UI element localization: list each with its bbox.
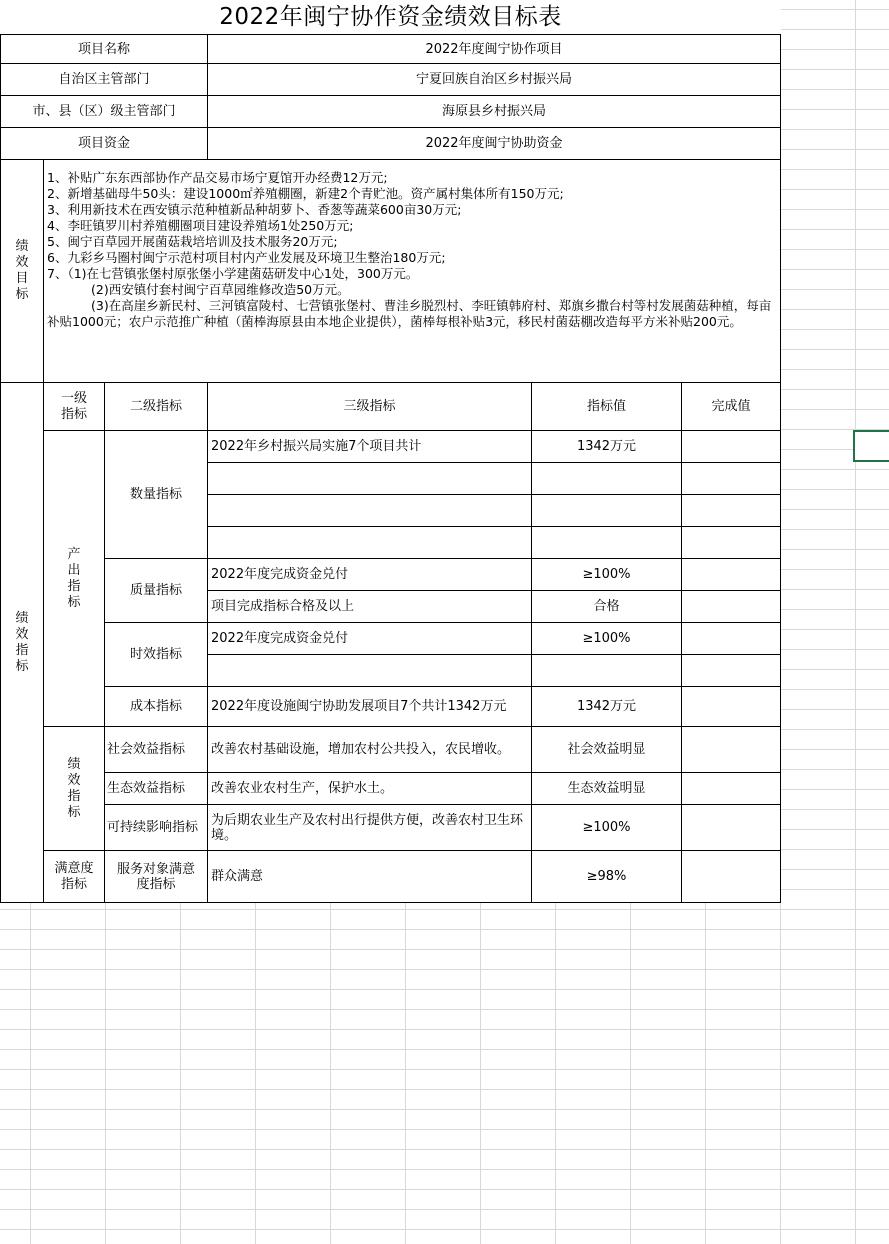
header-value: 指标值 bbox=[531, 382, 682, 431]
row-third: 2022年乡村振兴局实施7个项目共计 bbox=[207, 430, 532, 463]
row-third bbox=[207, 494, 532, 527]
goal-line: 2、新增基础母牛50头：建设1000㎡养殖棚圈，新建2个青贮池。资产属村集体所有150万元; bbox=[47, 186, 564, 201]
row-value bbox=[531, 654, 682, 687]
row-done bbox=[681, 590, 781, 623]
row-third: 2022年度完成资金兑付 bbox=[207, 622, 532, 655]
second-cost: 成本指标 bbox=[104, 686, 208, 727]
second-social: 社会效益指标 bbox=[104, 726, 208, 773]
selected-cell[interactable] bbox=[853, 430, 889, 462]
row-third: 项目完成指标合格及以上 bbox=[207, 590, 532, 623]
row-value: ≥100% bbox=[531, 622, 682, 655]
goal-line: 5、闽宁百草园开展菌菇栽培培训及技术服务20万元; bbox=[47, 234, 338, 249]
row-value: 社会效益明显 bbox=[531, 726, 682, 773]
row-done bbox=[681, 686, 781, 727]
row-done bbox=[681, 726, 781, 773]
row-value: ≥100% bbox=[531, 558, 682, 591]
info-label-project-name: 项目名称 bbox=[0, 34, 208, 64]
page-title: 2022年闽宁协作资金绩效目标表 bbox=[219, 4, 562, 30]
goal-line: 4、李旺镇罗川村养殖棚圈项目建设养殖场1处250万元; bbox=[47, 218, 354, 233]
row-done bbox=[681, 850, 781, 903]
second-ecology: 生态效益指标 bbox=[104, 772, 208, 805]
group-output: 产出指标 bbox=[43, 430, 105, 727]
second-service: 服务对象满意度指标 bbox=[104, 850, 208, 903]
row-done bbox=[681, 772, 781, 805]
info-label-county-dept: 市、县（区）级主管部门 bbox=[0, 95, 208, 128]
info-value-funding: 2022年度闽宁协助资金 bbox=[207, 127, 781, 160]
row-done bbox=[681, 430, 781, 463]
info-label-region-dept: 自治区主管部门 bbox=[0, 63, 208, 96]
info-value-region-dept: 宁夏回族自治区乡村振兴局 bbox=[207, 63, 781, 96]
row-done bbox=[681, 622, 781, 655]
indicators-label: 绩效指标 bbox=[0, 382, 44, 903]
second-sustain: 可持续影响指标 bbox=[104, 804, 208, 851]
header-level3: 三级指标 bbox=[207, 382, 532, 431]
row-value: 1342万元 bbox=[531, 430, 682, 463]
row-value bbox=[531, 494, 682, 527]
second-timeliness: 时效指标 bbox=[104, 622, 208, 687]
goal-line: (2)西安镇付套村闽宁百草园维修改造50万元。 bbox=[91, 282, 350, 297]
row-value: 合格 bbox=[531, 590, 682, 623]
info-value-project-name: 2022年度闽宁协作项目 bbox=[207, 34, 781, 64]
second-quantity: 数量指标 bbox=[104, 430, 208, 559]
row-third bbox=[207, 462, 532, 495]
goals-text bbox=[43, 159, 781, 383]
row-done bbox=[681, 526, 781, 559]
row-third: 2022年度设施闽宁协助发展项目7个共计1342万元 bbox=[207, 686, 532, 727]
row-third: 2022年度完成资金兑付 bbox=[207, 558, 532, 591]
info-value-county-dept: 海原县乡村振兴局 bbox=[207, 95, 781, 128]
row-third bbox=[207, 654, 532, 687]
row-third: 群众满意 bbox=[207, 850, 532, 903]
row-value bbox=[531, 462, 682, 495]
second-quality: 质量指标 bbox=[104, 558, 208, 623]
goal-line: 6、九彩乡马圈村闽宁示范村项目村内产业发展及环境卫生整治180万元; bbox=[47, 250, 446, 265]
group-effect: 绩效指标 bbox=[43, 726, 105, 851]
row-done bbox=[681, 654, 781, 687]
row-done bbox=[681, 804, 781, 851]
header-done: 完成值 bbox=[681, 382, 781, 431]
row-value: 1342万元 bbox=[531, 686, 682, 727]
row-done bbox=[681, 462, 781, 495]
goal-line: 3、利用新技术在西安镇示范种植新品种胡萝卜、香葱等蔬菜600亩30万元; bbox=[47, 202, 462, 217]
goal-line: 1、补贴广东东西部协作产品交易市场宁夏馆开办经费12万元; bbox=[47, 170, 388, 185]
row-done bbox=[681, 494, 781, 527]
goals-label: 绩效目标 bbox=[0, 159, 44, 383]
row-third: 改善农村基础设施，增加农村公共投入，农民增收。 bbox=[207, 726, 532, 773]
info-label-funding: 项目资金 bbox=[0, 127, 208, 160]
group-satisfaction: 满意度指标 bbox=[43, 850, 105, 903]
goal-line: 7、（1)在七营镇张堡村原张堡小学建菌菇研发中心1处，300万元。 bbox=[47, 266, 419, 281]
row-value: ≥100% bbox=[531, 804, 682, 851]
row-value: ≥98% bbox=[531, 850, 682, 903]
row-third bbox=[207, 526, 532, 559]
row-third: 改善农业农村生产，保护水土。 bbox=[207, 772, 532, 805]
header-level2: 二级指标 bbox=[104, 382, 208, 431]
row-value: 生态效益明显 bbox=[531, 772, 682, 805]
goal-line: (3)在高崖乡新民村、三河镇富陵村、七营镇张堡村、曹洼乡脱烈村、李旺镇韩府村、郑旗乡撒台村等村发展菌菇种植，每亩补贴1000元；农户示范推广种植（菌棒海原县由本地企业提供），菌棒每根补贴3元，移民村菌菇棚改造每平方米补贴200元。 bbox=[47, 298, 772, 329]
row-value bbox=[531, 526, 682, 559]
row-third: 为后期农业生产及农村出行提供方便，改善农村卫生环境。 bbox=[207, 804, 532, 851]
header-level1: 一级指标 bbox=[43, 382, 105, 431]
row-done bbox=[681, 558, 781, 591]
